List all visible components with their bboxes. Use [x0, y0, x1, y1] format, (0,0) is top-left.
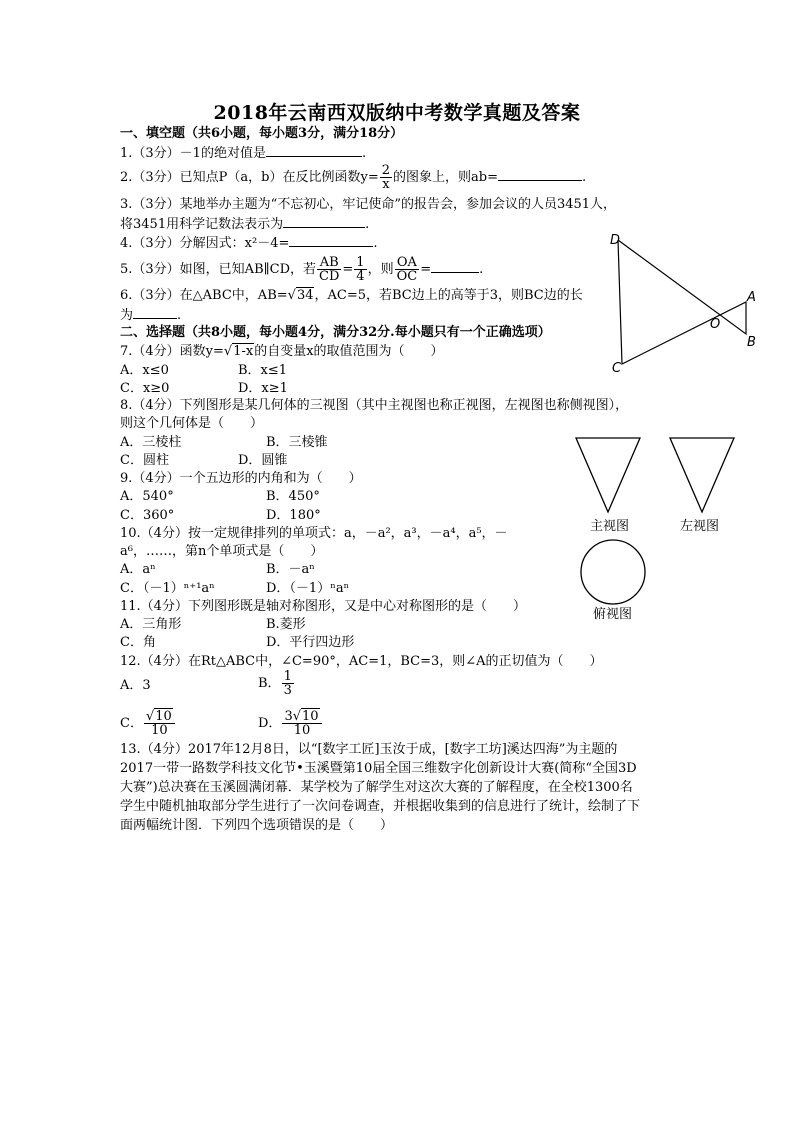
question-9: 9.（4分）一个五边形的内角和为（ ）: [120, 471, 362, 486]
q5-fraction-oa-oc: $\frac{OA}{OC}$: [396, 255, 418, 284]
label-a: A: [747, 290, 756, 305]
question-3-line2: 将3451用科学记数法表示为 .: [120, 214, 369, 235]
top-view-circle: [581, 540, 645, 604]
question-5: 5.（3分）如图，已知AB∥CD，若 $\frac{AB}{CD}$ = $\frac{1}{4}$ ，则 $\frac{OA}{OC}$ = .: [120, 255, 484, 284]
q6-sqrt: √34: [287, 288, 314, 303]
section-choice-header: 二、选择题（共8小题，每小题4分，满分32分.每小题只有一个正确选项）: [120, 325, 551, 340]
q12-option-d: D． $\frac{3√10}{10}$: [258, 710, 323, 737]
q4-answer-blank: [289, 233, 373, 247]
q8-option-d: D．圆锥: [238, 453, 288, 468]
q9-option-d: D．180°: [266, 508, 321, 523]
q7-option-c: C．x≥0: [120, 381, 170, 396]
question-2: 2.（3分）已知点P（a，b）在反比例函数y= $\frac{2}{x}$ 的图象上，则ab= .: [120, 163, 587, 192]
front-view-triangle: [576, 438, 640, 512]
q8-option-c: C．圆柱: [120, 453, 169, 468]
q7-sqrt: √1-x: [223, 344, 254, 359]
q7-option-a: A．x≤0: [120, 363, 169, 378]
q7-option-b: B．x≤1: [238, 363, 288, 378]
q10-option-a: A．aⁿ: [120, 562, 156, 577]
question-13-line1: 13.（4分）2017年12月8日，以“[数字工匠]玉汝于成，[数字工坊]溪达四海”为主题的: [120, 742, 618, 757]
question-10-line2: a⁶，……，第n个单项式是（ ）: [120, 544, 324, 559]
question-6-line2: 为 .: [120, 305, 181, 326]
label-c: C: [612, 361, 622, 376]
q10-option-b: B．－aⁿ: [266, 562, 315, 577]
q9-option-b: B．450°: [266, 489, 320, 504]
q1-answer-blank: [266, 143, 362, 157]
q12-option-c: C． $\frac{√10}{10}$: [120, 710, 176, 737]
q5-answer-blank: [431, 259, 479, 273]
q11-option-d: D．平行四边形: [266, 635, 355, 650]
question-13-line2: 2017一带一路数学科技文化节•玉溪暨第10届全国三维数字化创新设计大赛(简称“全国3D: [120, 761, 637, 776]
q2-answer-blank: [498, 167, 582, 181]
q10-option-c: C．（－1）ⁿ⁺¹aⁿ: [120, 581, 215, 596]
q11-option-a: A．三角形: [120, 617, 182, 632]
question-6-line1: 6.（3分）在△ABC中，AB=√34，AC=5，若BC边上的高等于3，则BC边的长: [120, 286, 583, 306]
question-7: 7.（4分）函数y=√1-x的自变量x的取值范围为（ ）: [120, 342, 444, 362]
q10-option-d: D．（－1）ⁿaⁿ: [266, 581, 350, 596]
label-o: O: [710, 317, 721, 332]
question-13-line5: 面两幅统计图．下列四个选项错误的是（ ）: [120, 818, 394, 833]
q6-answer-blank: [133, 305, 177, 319]
q9-option-a: A．540°: [120, 489, 174, 504]
q12-option-a: A．3: [120, 678, 151, 693]
question-4: 4.（3分）分解因式：x²－4= .: [120, 233, 378, 254]
section-fill-header: 一、填空题（共6小题，每小题3分，满分18分）: [120, 126, 404, 141]
top-view-label: 俯视图: [593, 607, 633, 622]
q11-option-c: C．角: [120, 635, 156, 650]
q5-fraction-ab-cd: $\frac{AB}{CD}$: [319, 255, 340, 284]
q8-option-a: A．三棱柱: [120, 435, 182, 450]
q9-option-c: C．360°: [120, 508, 175, 523]
left-view-label: 左视图: [680, 519, 720, 534]
question-13-line3: 大赛”)总决赛在玉溪圆满闭幕．某学校为了解学生对这次大赛的了解程度，在全校1300名: [120, 780, 633, 795]
page-title: 2018年云南西双版纳中考数学真题及答案: [213, 102, 581, 124]
question-1: 1.（3分）－1的绝对值是 .: [120, 143, 366, 164]
question-8-line2: 则这个几何体是（ ）: [120, 416, 264, 431]
left-view-triangle: [670, 438, 734, 512]
q5-fraction-1-4: $\frac{1}{4}$: [356, 255, 365, 284]
label-b: B: [747, 335, 756, 350]
q1-text: 1.（3分）－1的绝对值是: [120, 146, 266, 161]
question-12: 12.（4分）在Rt△ABC中，∠C=90°，AC=1，BC=3，则∠A的正切值为（ ）: [120, 654, 603, 669]
question-8-line1: 8.（4分）下列图形是某几何体的三视图（其中主视图也称正视图，左视图也称侧视图），: [120, 398, 629, 413]
q11-option-b: B.菱形: [266, 617, 306, 632]
question-3-line1: 3.（3分）某地举办主题为“不忘初心，牢记使命”的报告会，参加会议的人员3451人，: [120, 197, 617, 212]
q8-option-b: B．三棱锥: [266, 435, 328, 450]
q2-fraction: $\frac{2}{x}$: [381, 163, 391, 192]
q12-option-b: B． $\frac{1}{3}$: [258, 669, 292, 698]
q5-geometry-figure: [606, 232, 766, 377]
q7-option-d: D．x≥1: [238, 381, 288, 396]
front-view-label: 主视图: [590, 519, 630, 534]
question-13-line4: 学生中随机抽取部分学生进行了一次问卷调查，并根据收集到的信息进行了统计，绘制了下: [120, 799, 641, 814]
q5-figure-lines: [618, 240, 746, 364]
q8-three-views-figure: [570, 432, 750, 627]
q3-answer-blank: [283, 214, 365, 228]
label-d: D: [610, 233, 621, 248]
question-11: 11.（4分）下列图形既是轴对称图形，又是中心对称图形的是（ ）: [120, 599, 526, 614]
question-10-line1: 10.（4分）按一定规律排列的单项式：a，－a²，a³，－a⁴，a⁵，－: [120, 526, 508, 541]
